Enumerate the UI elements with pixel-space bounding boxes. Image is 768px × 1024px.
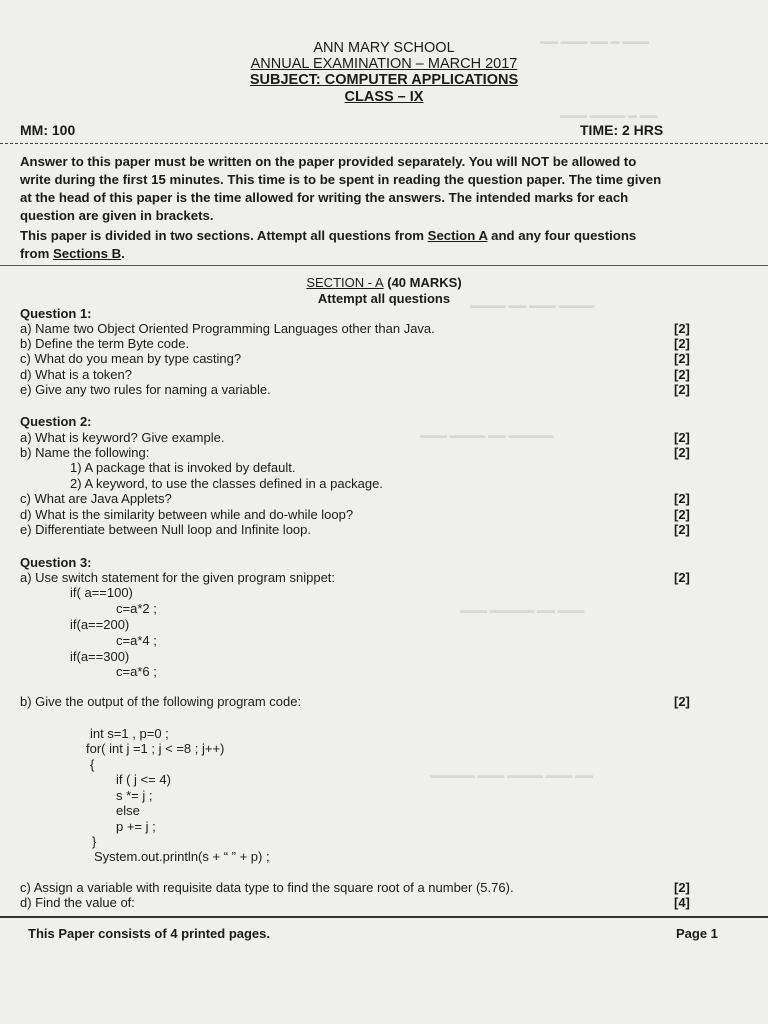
snippet-line: c=a*6 ; xyxy=(116,664,157,679)
instructions-line: This paper is divided in two sections. Attempt all questions from Section A and any four questions xyxy=(20,228,637,243)
question-2d: d) What is the similarity between while and do-while loop? xyxy=(20,507,354,522)
marks-label: [2] xyxy=(674,382,690,397)
snippet-line: if(a==300) xyxy=(70,649,130,664)
marks-label: [2] xyxy=(674,570,690,585)
question-3b: b) Give the output of the following program code: xyxy=(20,694,302,709)
marks-label: [2] xyxy=(674,507,690,522)
question-2b: b) Name the following: xyxy=(20,445,150,460)
marks-label: [2] xyxy=(674,522,690,537)
code-line: s *= j ; xyxy=(116,788,153,803)
section-a-subtitle: Attempt all questions xyxy=(317,291,451,306)
code-line: p += j ; xyxy=(116,819,156,834)
subject-title: SUBJECT: COMPUTER APPLICATIONS xyxy=(249,72,519,88)
question-1-title: Question 1: xyxy=(20,306,92,321)
marks-label: [2] xyxy=(674,430,690,445)
bleed-through-text: ▬▬▬ ▬▬▬▬ ▬▬ ▬▬▬▬▬ xyxy=(420,430,554,440)
max-marks: MM: 100 xyxy=(20,122,76,138)
code-line: System.out.println(s + “ ” + p) ; xyxy=(94,849,270,864)
instructions-line: at the head of this paper is the time allowed for writing the answers. The intended marks for each xyxy=(20,190,629,205)
snippet-line: if( a==100) xyxy=(70,585,133,600)
marks-label: [2] xyxy=(674,321,690,336)
instructions-line: Answer to this paper must be written on the paper provided separately. You will NOT be allowed to xyxy=(20,154,637,169)
question-3c: c) Assign a variable with requisite data type to find the square root of a number (5.76). xyxy=(20,880,514,895)
code-line: if ( j <= 4) xyxy=(116,772,171,787)
class-title: CLASS – IX xyxy=(344,89,424,105)
footer-page-number: Page 1 xyxy=(676,926,718,941)
section-a-reference: Section A xyxy=(427,228,488,243)
question-2b-1: 1) A package that is invoked by default. xyxy=(70,460,296,475)
question-1d: d) What is a token? xyxy=(20,367,132,382)
code-line: } xyxy=(92,834,97,849)
question-3d: d) Find the value of: xyxy=(20,895,135,910)
instructions-line: question are given in brackets. xyxy=(20,208,214,223)
code-line: for( int j =1 ; j < =8 ; j++) xyxy=(86,741,225,756)
school-name: ANN MARY SCHOOL xyxy=(313,40,455,56)
question-1b: b) Define the term Byte code. xyxy=(20,336,190,351)
question-2b-2: 2) A keyword, to use the classes defined in a package. xyxy=(70,476,383,491)
bleed-through-text: ▬▬▬▬▬ ▬▬▬ ▬▬▬▬ ▬▬▬ ▬▬ xyxy=(430,770,594,780)
instructions-line: write during the first 15 minutes. This time is to be spent in reading the question paper. The time given xyxy=(20,172,662,187)
marks-label: [2] xyxy=(674,351,690,366)
question-1e: e) Give any two rules for naming a variable. xyxy=(20,382,271,397)
question-2c: c) What are Java Applets? xyxy=(20,491,172,506)
time-allowed: TIME: 2 HRS xyxy=(580,122,664,138)
marks-label: [4] xyxy=(674,895,690,910)
question-2a: a) What is keyword? Give example. xyxy=(20,430,225,445)
bleed-through-text: ▬▬ ▬▬▬ ▬▬ ▬ ▬▬▬ xyxy=(540,36,650,46)
marks-label: [2] xyxy=(674,694,690,709)
marks-label: [2] xyxy=(674,491,690,506)
section-a-heading: SECTION - A (40 MARKS) xyxy=(306,275,462,290)
exam-title: ANNUAL EXAMINATION – MARCH 2017 xyxy=(250,56,518,72)
footer-page-count: This Paper consists of 4 printed pages. xyxy=(28,926,271,941)
divider xyxy=(0,143,768,144)
code-line: int s=1 , p=0 ; xyxy=(90,726,169,741)
bleed-through-text: ▬▬▬ ▬▬▬▬▬ ▬▬ ▬▬▬ xyxy=(460,605,585,615)
bleed-through-text: ▬▬▬▬ ▬▬ ▬▬▬ ▬▬▬▬ xyxy=(470,300,595,310)
code-line: else xyxy=(116,803,140,818)
divider xyxy=(0,265,768,266)
instructions-line: from Sections B. xyxy=(20,246,125,261)
snippet-line: c=a*4 ; xyxy=(116,633,157,648)
code-line: { xyxy=(90,757,95,772)
marks-label: [2] xyxy=(674,367,690,382)
snippet-line: if(a==200) xyxy=(70,617,130,632)
section-b-reference: Sections B xyxy=(52,246,122,261)
question-1a: a) Name two Object Oriented Programming Languages other than Java. xyxy=(20,321,435,336)
question-3-title: Question 3: xyxy=(20,555,92,570)
footer-divider xyxy=(0,916,768,918)
marks-label: [2] xyxy=(674,445,690,460)
snippet-line: c=a*2 ; xyxy=(116,601,157,616)
question-2e: e) Differentiate between Null loop and Infinite loop. xyxy=(20,522,312,537)
marks-label: [2] xyxy=(674,336,690,351)
bleed-through-text: ▬▬▬ ▬▬▬▬ ▬ ▬▬ xyxy=(560,110,658,120)
question-2-title: Question 2: xyxy=(20,414,92,429)
marks-label: [2] xyxy=(674,880,690,895)
question-1c: c) What do you mean by type casting? xyxy=(20,351,242,366)
question-3a: a) Use switch statement for the given program snippet: xyxy=(20,570,336,585)
